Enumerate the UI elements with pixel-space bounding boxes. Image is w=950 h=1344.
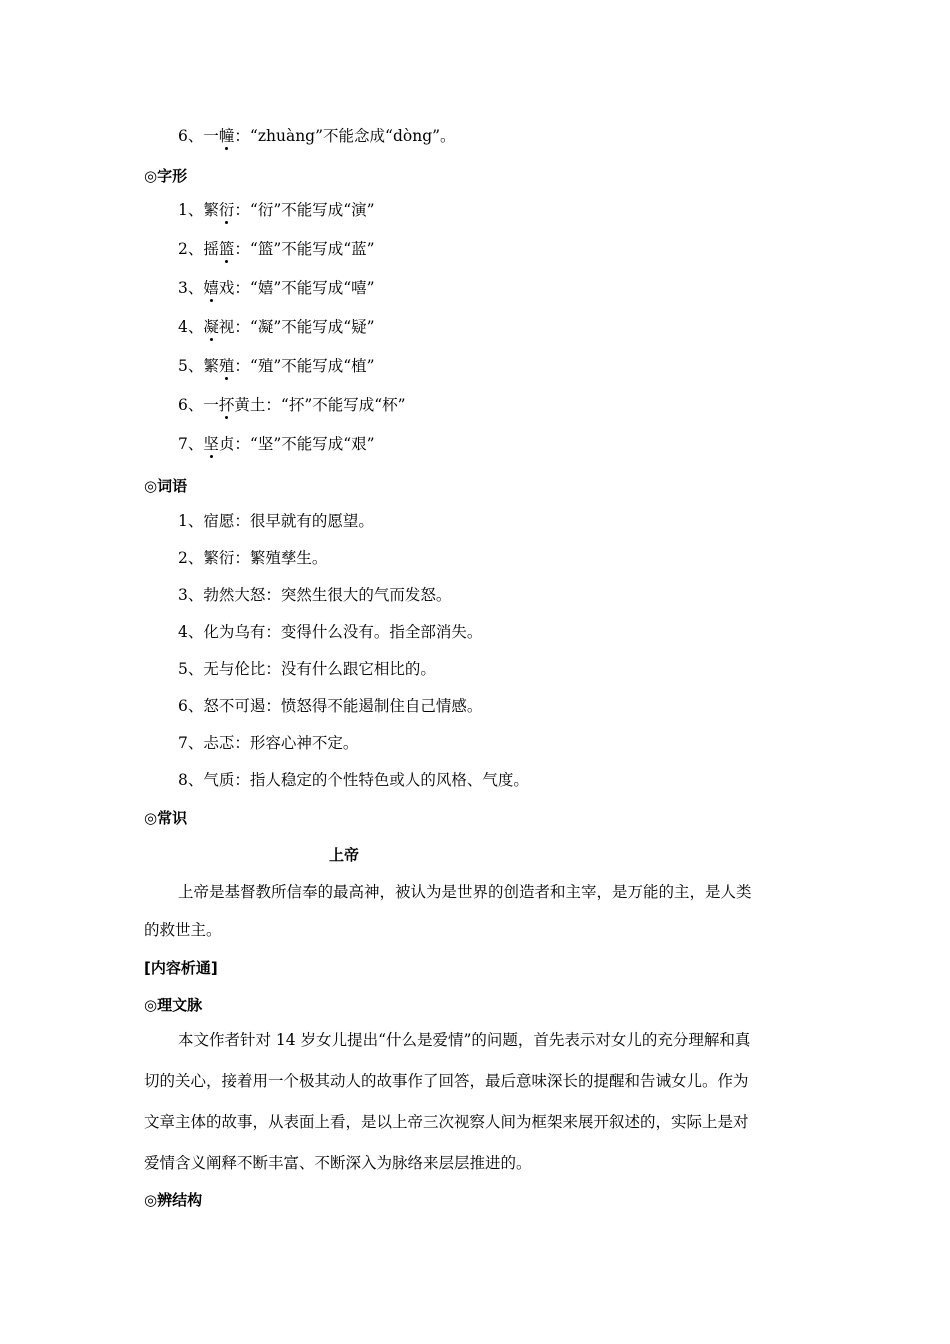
ciyu-item: 2、繁衍：繁殖孳生。 — [178, 549, 328, 567]
ciyu-item: 4、化为乌有：变得什么没有。指全部消失。 — [178, 623, 483, 641]
emphasis-char: 幢 — [218, 127, 235, 145]
emphasis-char: 凝 — [203, 318, 219, 336]
section-heading-changshi: ◎常识 — [144, 809, 188, 827]
ciyu-item: 1、宿愿：很早就有的愿望。 — [178, 512, 374, 530]
section-heading-liwenmai: ◎理文脉 — [144, 996, 203, 1014]
paragraph-line: 文章主体的故事，从表面上看，是以上帝三次视察人间为框架来展开叙述的，实际上是对 — [144, 1113, 749, 1131]
item-text: 一 — [203, 396, 219, 414]
zixing-item — [178, 239, 375, 259]
item-text: 摇 — [203, 240, 219, 258]
zixing-item — [178, 200, 375, 220]
emphasis-char: 抔 — [218, 396, 235, 414]
item-text: 繁 — [203, 357, 219, 375]
ciyu-item: 5、无与伦比：没有什么跟它相比的。 — [178, 660, 436, 678]
item-text: ：“篮”不能写成“蓝” — [234, 240, 375, 258]
paragraph-line: 本文作者针对 14 岁女儿提出“什么是爱情”的问题，首先表示对女儿的充分理解和真 — [178, 1031, 751, 1049]
paragraph-line: 切的关心，接着用一个极其动人的故事作了回答，最后意味深长的提醒和告诫女儿。作为 — [144, 1072, 749, 1090]
item-number: 6、 — [178, 127, 204, 145]
item-number: 5、 — [178, 357, 204, 375]
paragraph-line: 的救世主。 — [144, 921, 222, 939]
emphasis-char: 坚 — [203, 435, 219, 453]
section-heading-zixing: ◎字形 — [144, 167, 188, 185]
zixing-item — [178, 317, 375, 337]
zixing-item — [178, 278, 375, 298]
item-text: 黄土：“抔”不能写成“杯” — [234, 396, 406, 414]
zixing-item — [178, 434, 375, 454]
item-text: 戏：“嬉”不能写成“嘻” — [218, 279, 375, 297]
item-number: 4、 — [178, 318, 204, 336]
ciyu-item: 6、怒不可遏：愤怒得不能遏制住自己情感。 — [178, 697, 483, 715]
item-number: 1、 — [178, 201, 204, 219]
emphasis-char: 嬉 — [203, 279, 219, 297]
item-text: 一 — [203, 127, 219, 145]
item-text: ：“殖”不能写成“植” — [234, 357, 375, 375]
item-number: 6、 — [178, 396, 204, 414]
item-number: 3、 — [178, 279, 204, 297]
item-number: 7、 — [178, 435, 204, 453]
item-number: 2、 — [178, 240, 204, 258]
zixing-item — [178, 395, 406, 415]
item-text: 贞：“坚”不能写成“艰” — [218, 435, 375, 453]
emphasis-char: 衍 — [218, 201, 235, 219]
section-heading-ciyu: ◎词语 — [144, 477, 188, 495]
ciyu-item: 8、气质：指人稳定的个性特色或人的风格、气度。 — [178, 771, 529, 789]
article-subtitle: 上帝 — [329, 846, 360, 864]
item-text: ：“衍”不能写成“演” — [234, 201, 375, 219]
paragraph-line: 爱情含义阐释不断丰富、不断深入为脉络来层层推进的。 — [144, 1154, 532, 1172]
emphasis-char: 殖 — [218, 357, 235, 375]
paragraph-line: 上帝是基督教所信奉的最高神，被认为是世界的创造者和主宰，是万能的主，是人类 — [178, 883, 752, 901]
item-text: 视：“凝”不能写成“疑” — [218, 318, 375, 336]
section-heading-neirong: [内容析通] — [144, 959, 218, 977]
ciyu-item: 3、勃然大怒：突然生很大的气而发怒。 — [178, 586, 452, 604]
emphasis-char: 篮 — [218, 240, 235, 258]
zixing-item — [178, 356, 375, 376]
pronunciation-item — [178, 126, 456, 146]
section-heading-bianjiegou: ◎辨结构 — [144, 1191, 203, 1209]
item-text: ：“zhuàng”不能念成“dòng”。 — [234, 127, 456, 145]
item-text: 繁 — [203, 201, 219, 219]
ciyu-item: 7、忐忑：形容心神不定。 — [178, 734, 359, 752]
